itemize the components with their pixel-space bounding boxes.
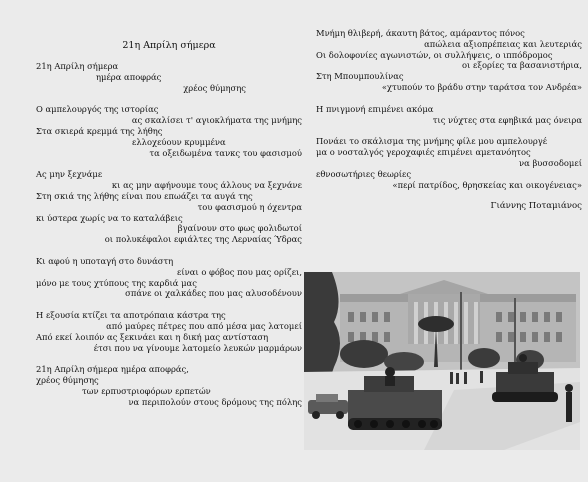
poem-line: οι πολυκέφαλοι εφιάλτες της Λερναίας Ύδρας	[104, 234, 302, 245]
stanza	[316, 28, 582, 93]
photo-illustration	[304, 272, 580, 450]
poem-line: Η πνιγμονή επιμένει ακόμα	[316, 103, 434, 114]
poem-line: είναι ο φόβος που μας ορίζει,	[177, 266, 302, 277]
poem-line: χρέος θύμησης	[36, 375, 99, 386]
stanza	[36, 364, 302, 407]
stanza	[36, 169, 302, 245]
poem-line: Κι αφού η υποταγή στο δυνάστη	[36, 255, 174, 266]
poem-line: βγαίνουν στο φως φολιδωτοί	[177, 223, 302, 234]
poem-right-column	[316, 28, 582, 211]
poem-line: Οι δολοφονίες αγωνιστών, οι συλλήψεις, ο ιππόδρομος	[316, 49, 553, 60]
poem-line: τις νύχτες στα εφηβικά μας όνειρα	[432, 114, 582, 125]
poem-line: κι ας μην αφήνουμε τους άλλους να ξεχνάνε	[111, 180, 302, 191]
poem-line: Στα σκιερά κρεμμά της λήθης	[36, 125, 163, 136]
poem-line: τα οξειδωμένα τανκς του φασισμού	[149, 147, 302, 158]
poem-line: Στη Μπουμπουλίνας	[316, 71, 404, 82]
poem-title: 21η Απρίλη σήμερα	[122, 40, 216, 51]
stanza	[316, 104, 582, 126]
poem-line: σπάνε οι χαλκάδες που μας αλυσοδένουν	[125, 288, 302, 299]
poem-line: απώλεια αξιοπρέπειας και λευτεριάς	[424, 38, 582, 49]
poem-line: Μνήμη θλιβερή, άκαυτη βάτος, αμάραντος πόνος	[316, 28, 525, 38]
poem-line: «χτυπούν το βράδυ στην ταράτσα τον Ανδρέα»	[381, 81, 582, 92]
poem-line: έτσι που να γίνουμε λατομείο λευκών μαρμάρων	[93, 342, 302, 353]
poem-line: να βυσσοδομεί	[519, 157, 582, 168]
poem-line: 21η Απρίλη σήμερα	[36, 61, 119, 71]
poem-line: εθνοσωτήριες θεωρίες	[316, 168, 412, 179]
poem-line: οι εξορίες τα βασανιστήρια,	[462, 60, 582, 71]
poem-line: από μαύρες πέτρες που από μέσα μας λατομεί	[106, 320, 302, 331]
poem-line: Από εκεί λοιπόν ας ξεκινάει και η δική μας αντίσταση	[36, 331, 269, 342]
author-signature: Γιάννης Ποταμιάνος	[490, 201, 582, 212]
poem-line: Πονάει το σκάλισμα της μνήμης φίλε μου αμπελουργέ	[316, 136, 548, 147]
historic-photo	[304, 272, 580, 450]
right-stanzas	[316, 28, 582, 190]
poem-line: Ο αμπελουργός της ιστορίας	[36, 104, 159, 115]
poem-line: να περιπολούν στους δρόμους της πόλης	[128, 396, 302, 407]
poem-line: 21η Απρίλη σήμερα ημέρα αποφράς,	[36, 364, 189, 375]
stanza	[36, 61, 302, 93]
poem-line: Στη σκιά της λήθης είναι που επωάζει τα αυγά της	[36, 190, 253, 201]
left-stanzas	[36, 61, 302, 408]
poem-line: ας σκαλίσει τ' αγιοκλήματα της μνήμης	[131, 115, 302, 126]
poem-line: χρέος θύμησης	[183, 82, 246, 93]
poem-left-column	[36, 34, 302, 419]
poem-line: μόνο με τους χτύπους της καρδιά μας	[36, 277, 197, 288]
poem-line: «περί πατρίδος, θρησκείας και οικογένειας»	[392, 179, 582, 190]
poem-line: των ερπυστριοφόρων ερπετών	[82, 385, 211, 396]
poem-line: κι ύστερα χωρίς να το καταλάβεις	[36, 212, 183, 223]
poem-line: μα ο νοσταλγός γεροχαφιές επιμένει αμετανόητος	[316, 147, 531, 158]
poem-line: ελλοχεύουν κρυμμένα	[132, 136, 226, 147]
stanza	[36, 104, 302, 158]
poem-line: Η εξουσία κτίζει τα αποτρόπαια κάστρα της	[36, 310, 226, 321]
poem-line: ημέρα αποφράς	[96, 71, 162, 82]
poem-line: Ας μην ξεχνάμε	[36, 169, 103, 180]
stanza	[36, 256, 302, 299]
stanza	[316, 136, 582, 190]
poem-line: του φασισμού η όχεντρα	[197, 201, 302, 212]
stanza	[36, 310, 302, 353]
